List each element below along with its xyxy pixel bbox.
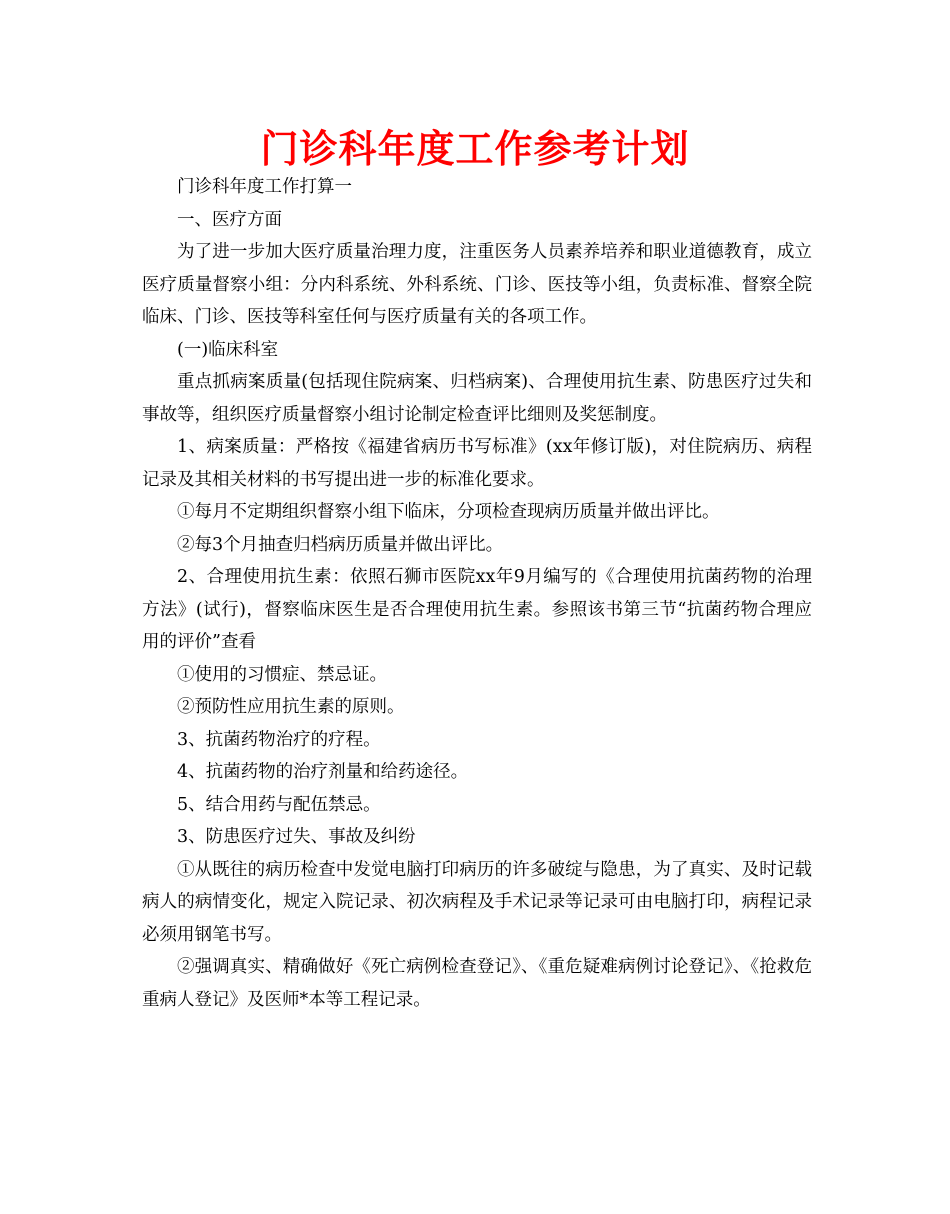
paragraph-plan-heading: 门诊科年度工作打算一 (177, 177, 352, 197)
paragraph-record-quality: 1、病案质量：严格按《福建省病历书写标准》(xx年修订版)，对住院病历、病程记录及其相关材料的书写提出进一步的标准化要求。 (142, 437, 812, 490)
paragraph-clinical-dept: (一)临床科室 (177, 339, 279, 360)
paragraph-printed-records: ①从既往的病历检查中发觉电脑打印病历的许多破绽与隐患，为了真实、及时记载病人的病情变化，规定入院记录、初次病程及手术记录等记录可由电脑打印，病程记录必须用钢笔书写。 (142, 859, 812, 945)
paragraph-section-medical: 一、医疗方面 (177, 209, 282, 230)
paragraph-registers: ②强调真实、精确做好《死亡病例检查登记》、《重危疑难病例讨论登记》、《抢救危重病人登记》及医师*本等工程记录。 (142, 957, 812, 1010)
paragraph-antibiotics: 2、合理使用抗生素：依照石狮市医院xx年9月编写的《合理使用抗菌药物的治理方法》(试行)，督察临床医生是否合理使用抗生素。参照该书第三节“抗菌药物合理应用的评价”查看 (142, 567, 812, 652)
paragraph-monthly-check: ①每月不定期组织督察小组下临床，分项检查现病历质量并做出评比。 (177, 502, 720, 522)
page-title: 门诊科年度工作参考计划 (260, 126, 690, 171)
paragraph-prophylaxis: ②预防性应用抗生素的原则。 (177, 697, 405, 717)
paragraph-indications: ①使用的习惯症、禁忌证。 (177, 664, 387, 685)
paragraph-intro: 为了进一步加大医疗质量治理力度，注重医务人员素养培养和职业道德教育，成立医疗质量督察小组：分内科系统、外科系统、门诊、医技等小组，负责标准、督察全院临床、门诊、医技等科室任何与医疗质量有关的各项工作。 (142, 242, 812, 327)
paragraph-combination: 5、结合用药与配伍禁忌。 (177, 794, 381, 815)
paragraph-course: 3、抗菌药物治疗的疗程。 (177, 729, 381, 750)
paragraph-focus: 重点抓病案质量(包括现住院病案、归档病案)、合理使用抗生素、防患医疗过失和事故等，组织医疗质量督察小组讨论制定检查评比细则及奖惩制度。 (142, 372, 812, 425)
paragraph-dosage: 4、抗菌药物的治疗剂量和给药途径。 (177, 762, 469, 782)
paragraph-quarterly-check: ②每3个月抽查归档病历质量并做出评比。 (177, 534, 504, 555)
document-body (142, 171, 812, 1016)
paragraph-prevention: 3、防患医疗过失、事故及纠纷 (177, 827, 416, 847)
